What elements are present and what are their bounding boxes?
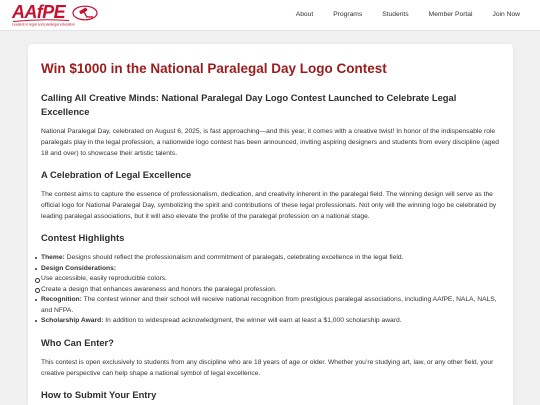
article-headline: Calling All Creative Minds: National Paralegal Day Logo Contest Launched to Celebrate Legal Excellence <box>41 92 457 117</box>
sub-list-item: Create a design that enhances awareness and honors the paralegal profession. <box>41 285 501 296</box>
section-heading-eligibility: Who Can Enter? <box>41 336 114 348</box>
eligibility-paragraph: This contest is open exclusively to students from any discipline who are 18 years of age or older. Whether you’re studying art, law, or any other field, your creative perspective can help shape a national symbol of legal excellence. <box>41 358 494 377</box>
page-title: Win $1000 in the National Paralegal Day Logo Contest <box>41 61 387 76</box>
section-heading-submission: How to Submit Your Entry <box>41 388 157 400</box>
list-item-label: Scholarship Award: <box>41 317 104 324</box>
nav-students[interactable]: Students <box>382 11 409 18</box>
nav-about[interactable]: About <box>295 11 314 18</box>
main-nav <box>296 0 520 30</box>
logo-wordmark: AAfPE <box>12 2 66 22</box>
celebration-paragraph: The contest aims to capture the essence of professionalism, dedication, and creativity inherent in the paralegal field. The winning design will serve as the official logo for National Paralegal Day, symbolizing the spirit and contributions of these legal professionals. Not only will the winning logo be celebrated by leading paralegal associations, but it will also elevate the profile of the paralegal profession on a national stage. <box>41 191 497 220</box>
site-logo[interactable] <box>12 2 98 28</box>
list-item-text: In addition to widespread acknowledgment, the winner will earn at least a $1,000 scholarship award. <box>105 317 402 324</box>
list-item-design-considerations <box>41 264 501 296</box>
section-heading-highlights: Contest Highlights <box>41 232 125 243</box>
list-item-label: Recognition: <box>41 296 82 303</box>
logo-tagline: Leaders in legal and paralegal education <box>12 22 76 26</box>
nav-member-portal[interactable]: Member Portal <box>428 11 473 18</box>
list-item-text: The contest winner and their school will receive national recognition from prestigious paralegal associations, including AAfPE, NALA, NALS, and NFPA. <box>41 296 497 314</box>
intro-paragraph: National Paralegal Day, celebrated on August 6, 2025, is fast approaching—and this year, it comes with a creative twist! In honor of the indispensable role paralegals play in the legal profession, a nationwide logo contest has been announced, inviting aspiring designers and students from every discipline (aged 18 and over) to showcase their artistic talents. <box>41 128 500 157</box>
article-card <box>28 44 513 405</box>
list-item-label: Design Considerations: <box>41 264 117 272</box>
design-considerations-sublist <box>41 274 501 295</box>
nav-join-now[interactable]: Join Now <box>492 11 520 18</box>
list-item-label: Theme: <box>41 254 65 261</box>
list-item-theme <box>41 253 501 264</box>
sub-list-item: Use accessible, easily reproducible colors. <box>41 274 501 285</box>
list-item-text: Designs should reflect the professionalism and commitment of paralegals, celebrating excellence in the legal field. <box>66 254 404 261</box>
nav-programs[interactable]: Programs <box>333 11 363 18</box>
highlights-list <box>41 253 501 327</box>
list-item-recognition <box>41 295 501 316</box>
site-header <box>0 0 540 31</box>
section-heading-celebration: A Celebration of Legal Excellence <box>41 169 192 180</box>
list-item-scholarship <box>41 316 501 327</box>
gavel-icon <box>72 5 98 21</box>
